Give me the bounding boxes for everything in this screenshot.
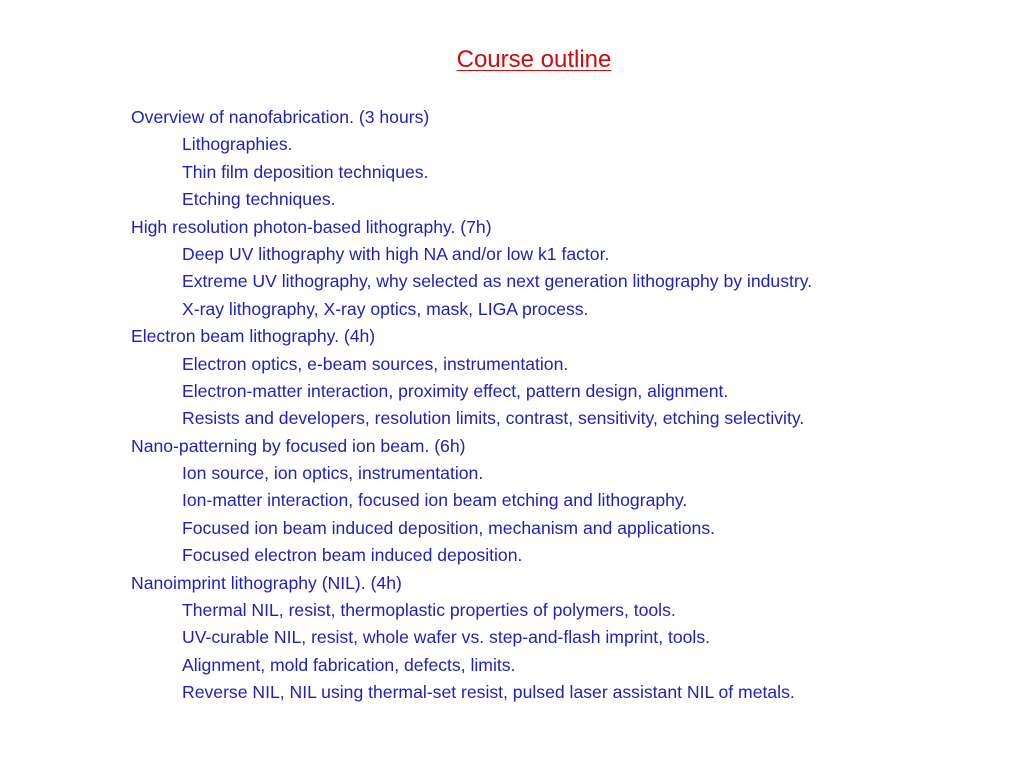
section-heading: High resolution photon-based lithography. (7h) [131,216,492,237]
sub-topic-list [131,597,1011,707]
section-heading: Electron beam lithography. (4h) [131,326,376,347]
sub-topic-list [131,351,1011,433]
sub-topic: Ion source, ion optics, instrumentation. [182,463,484,484]
sub-topic: UV-curable NIL, resist, whole wafer vs. step-and-flash imprint, tools. [182,627,711,648]
sub-topic: X-ray lithography, X-ray optics, mask, LIGA process. [182,298,589,319]
sub-topic: Deep UV lithography with high NA and/or low k1 factor. [182,243,610,264]
section-heading: Overview of nanofabrication. (3 hours) [131,107,430,127]
section-heading: Nano-patterning by focused ion beam. (6h) [131,435,466,456]
sub-topic: Focused electron beam induced deposition. [182,545,523,566]
sub-topic: Electron-matter interaction, proximity effect, pattern design, alignment. [182,380,729,401]
sub-topic: Electron optics, e-beam sources, instrumentation. [182,353,569,374]
sub-topic-list [131,241,1011,323]
sub-topic: Thin film deposition techniques. [182,161,429,182]
sub-topic: Extreme UV lithography, why selected as next generation lithography by industry. [182,271,813,292]
outline-section-electron-beam [131,323,1011,433]
slide-title: Course outline [456,46,612,73]
sub-topic: Alignment, mold fabrication, defects, limits. [182,654,516,675]
sub-topic: Resists and developers, resolution limits, contrast, sensitivity, etching selectivity. [182,408,805,429]
outline-section-overview [131,104,1011,214]
course-outline [131,104,1011,707]
section-heading: Nanoimprint lithography (NIL). (4h) [131,572,402,593]
sub-topic: Lithographies. [182,134,293,155]
sub-topic-list [131,131,1011,213]
outline-section-photon-lithography [131,214,1011,324]
outline-section-focused-ion-beam [131,433,1011,570]
sub-topic: Ion-matter interaction, focused ion beam etching and lithography. [182,490,688,511]
outline-section-nanoimprint [131,570,1011,707]
sub-topic: Thermal NIL, resist, thermoplastic properties of polymers, tools. [182,600,676,621]
sub-topic: Etching techniques. [182,189,336,210]
sub-topic: Reverse NIL, NIL using thermal-set resist, pulsed laser assistant NIL of metals. [182,682,795,703]
sub-topic: Focused ion beam induced deposition, mechanism and applications. [182,517,716,538]
sub-topic-list [131,460,1011,570]
